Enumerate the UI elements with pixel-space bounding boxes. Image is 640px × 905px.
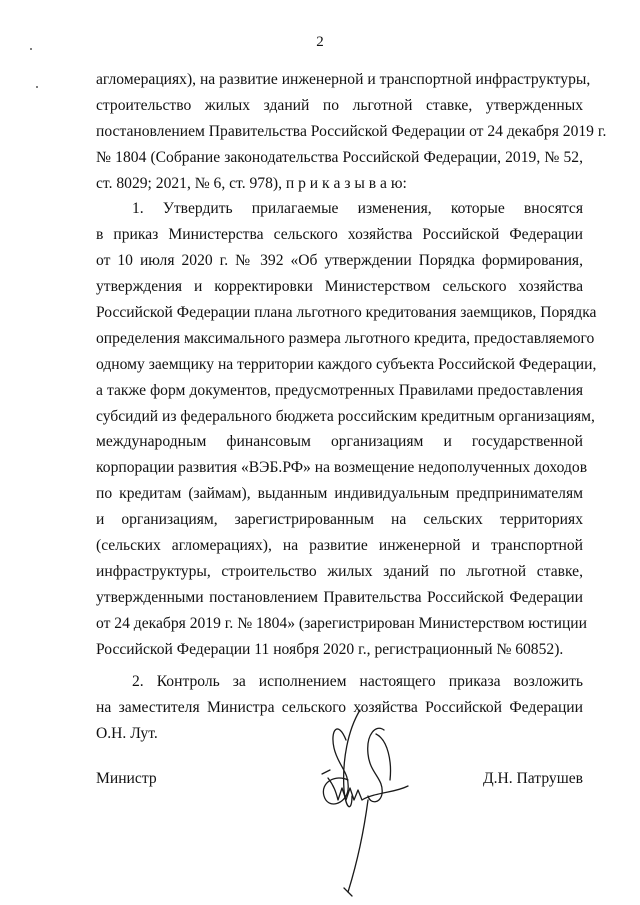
text-line: постановлением Правительства Российской Федерации от 24 декабря 2019 г. — [96, 122, 607, 140]
text-line: ст. 8029; 2021, № 6, ст. 978), п р и к а з ы в а ю: — [96, 174, 407, 192]
paragraph-preamble — [96, 67, 607, 196]
text-line: по кредитам (займам), выданным индивидуальным предпринимателям — [96, 485, 583, 503]
text-line: а также форм документов, предусмотренных Правилами предоставления — [96, 381, 583, 399]
text-line: в приказ Министерства сельского хозяйства Российской Федерации — [96, 226, 583, 244]
document-body — [96, 67, 607, 747]
text-line: утвержденными постановлением Правительства Российской Федерации — [96, 588, 583, 606]
text-line: инфраструктуры, строительство жилых зданий по льготной ставке, — [96, 562, 583, 580]
text-line: 2. Контроль за исполнением настоящего приказа возложить — [132, 673, 583, 691]
text-line: на заместителя Министра сельского хозяйства Российской Федерации — [96, 699, 583, 717]
text-line: (сельских агломерациях), на развитие инженерной и транспортной — [96, 537, 583, 555]
text-line: 1. Утвердить прилагаемые изменения, которые вносятся — [132, 200, 583, 218]
text-line: определения максимального размера льготного кредита, предоставляемого — [96, 329, 595, 347]
text-line: Российской Федерации плана льготного кредитования заемщиков, Порядка — [96, 304, 597, 322]
scan-speck — [36, 86, 38, 88]
signatory-name: Д.Н. Патрушев — [482, 770, 583, 787]
text-line: агломерациях), на развитие инженерной и транспортной инфраструктуры, — [96, 71, 591, 88]
text-line: субсидий из федерального бюджета российским кредитным организациям, — [96, 407, 595, 425]
text-line: № 1804 (Собрание законодательства Российской Федерации, 2019, № 52, — [96, 148, 583, 166]
text-line: от 24 декабря 2019 г. № 1804» (зарегистрирован Министерством юстиции — [96, 614, 587, 632]
text-line: Российской Федерации 11 ноября 2020 г., регистрационный № 60852). — [96, 640, 564, 658]
text-line: корпорации развития «ВЭБ.РФ» на возмещение недополученных доходов — [96, 459, 588, 477]
text-line: международным финансовым организациям и государственной — [96, 433, 583, 451]
text-line: одному заемщику на территории каждого субъекта Российской Федерации, — [96, 355, 597, 373]
paragraph-gap — [96, 662, 583, 669]
page-number: 2 — [316, 34, 324, 50]
signatory-position: Министр — [96, 770, 157, 787]
scan-speck — [30, 48, 32, 50]
text-line: утверждения и корректировки Министерством сельского хозяйства — [96, 278, 583, 296]
text-line: строительство жилых зданий по льготной ставке, утвержденных — [96, 96, 583, 114]
paragraph-item-1 — [96, 196, 597, 662]
text-line: О.Н. Лут. — [96, 725, 158, 743]
text-line: от 10 июля 2020 г. № 392 «Об утверждении Порядка формирования, — [96, 252, 583, 270]
text-line: и организациям, зарегистрированным на сельских территориях — [96, 511, 583, 529]
handwritten-signature — [308, 700, 418, 900]
